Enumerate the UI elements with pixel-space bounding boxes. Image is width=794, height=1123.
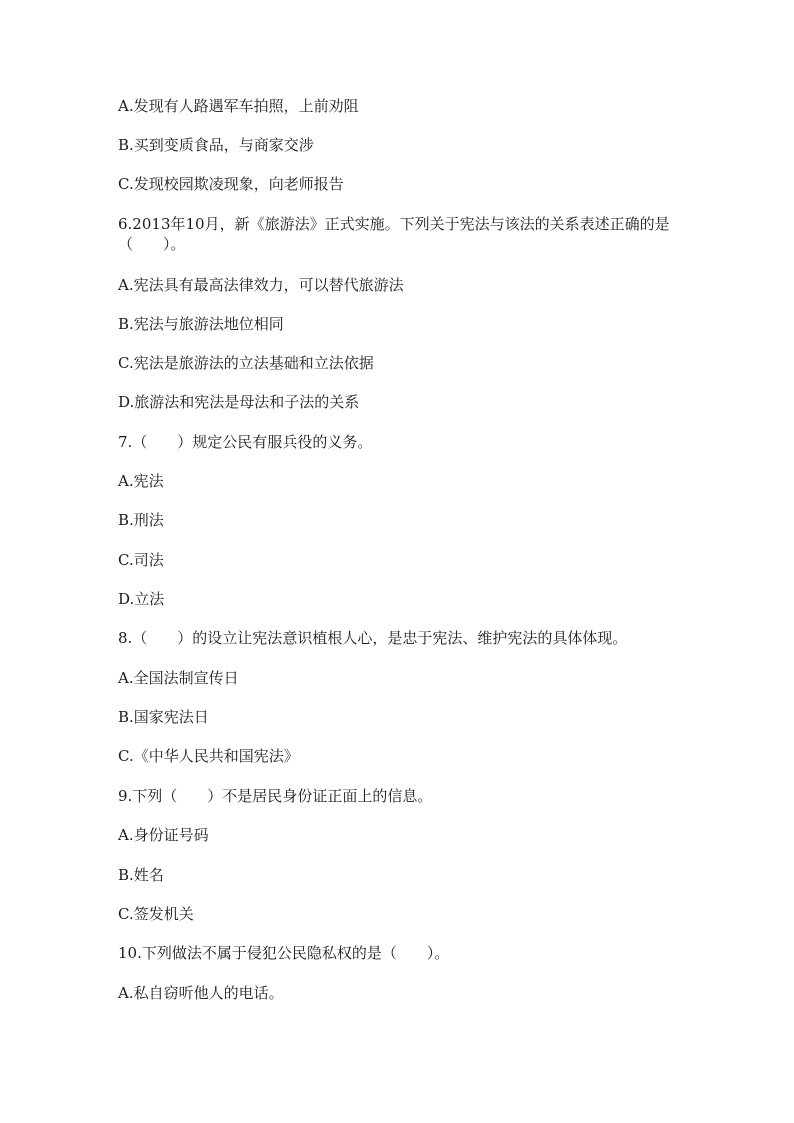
option-line: A.发现有人路遇军车拍照，上前劝阻 (118, 97, 359, 115)
question-8: 8.（ ）的设立让宪法意识植根人心，是忠于宪法、维护宪法的具体体现。 (118, 629, 628, 647)
option-line: C.司法 (118, 551, 164, 569)
option-line: C.《中华人民共和国宪法》 (118, 747, 299, 765)
option-line: A.宪法具有最高法律效力，可以替代旅游法 (118, 276, 404, 294)
question-7: 7.（ ）规定公民有服兵役的义务。 (118, 433, 373, 451)
option-line: C.宪法是旅游法的立法基础和立法依据 (118, 354, 374, 372)
option-line: B.国家宪法日 (118, 708, 209, 726)
option-line: A.宪法 (118, 472, 164, 490)
option-line: B.姓名 (118, 866, 164, 884)
option-line: A.私自窃听他人的电话。 (118, 984, 284, 1002)
question-6: 6.2013年10月，新《旅游法》正式实施。下列关于宪法与该法的关系表述正确的是（ ）。 (118, 215, 670, 253)
option-line: D.立法 (118, 590, 165, 608)
option-line: C.发现校园欺凌现象，向老师报告 (118, 175, 344, 193)
question-9: 9.下列（ ）不是居民身份证正面上的信息。 (118, 787, 433, 805)
option-line: B.买到变质食品，与商家交涉 (118, 136, 314, 154)
question-10: 10.下列做法不属于侵犯公民隐私权的是（ ）。 (118, 944, 450, 962)
option-line: B.刑法 (118, 511, 164, 529)
option-line: C.签发机关 (118, 905, 194, 923)
option-line: A.身份证号码 (118, 826, 209, 844)
option-line: D.旅游法和宪法是母法和子法的关系 (118, 393, 360, 411)
option-line: B.宪法与旅游法地位相同 (118, 315, 284, 333)
option-line: A.全国法制宣传日 (118, 669, 239, 687)
